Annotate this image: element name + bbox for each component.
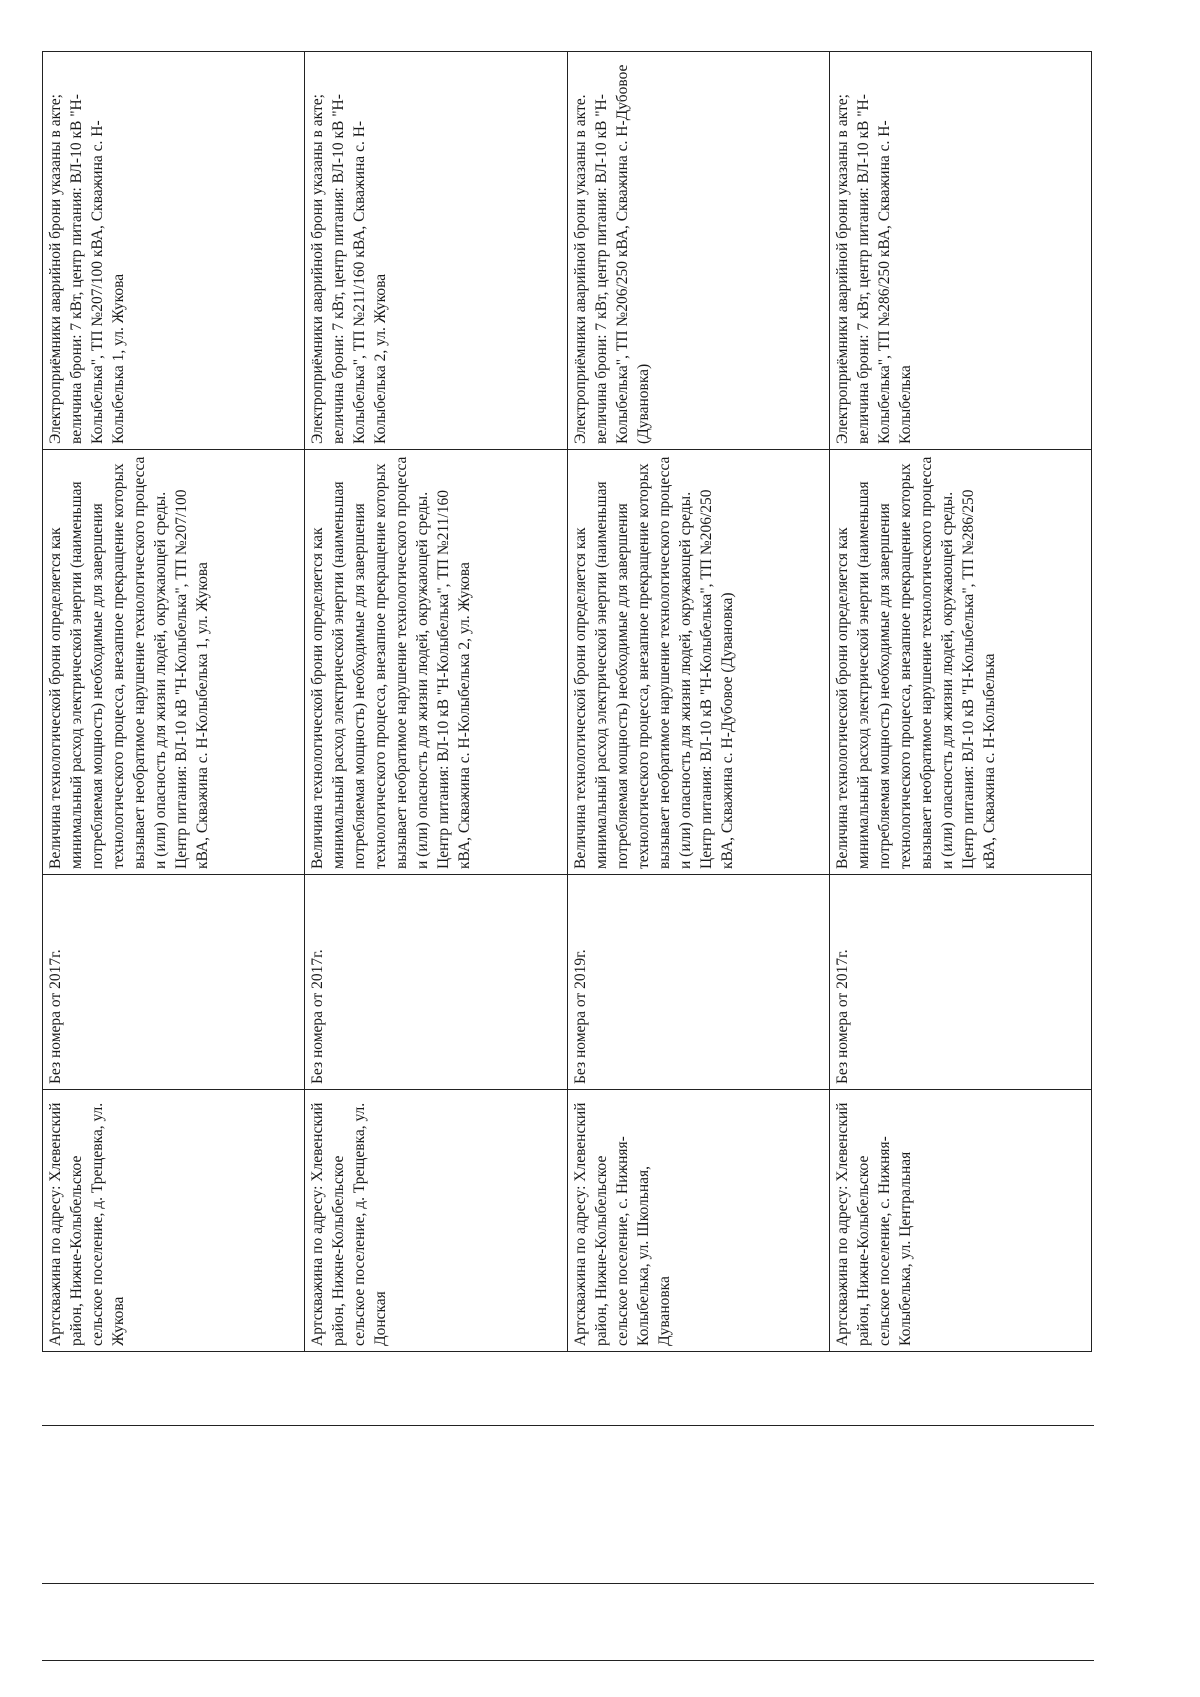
object-cell: Артскважина по адресу: Хлевенский район, Нижне-Колыбельское сельское поселение, д. Трещевка, ул. Жукова [43, 1090, 305, 1352]
rotated-table-wrapper [42, 52, 1092, 1352]
document-cell: Без номера от 2017г. [43, 875, 305, 1090]
reserve-table [42, 51, 1092, 1352]
document-cell: Без номера от 2017г. [829, 875, 1091, 1090]
table-row [829, 52, 1091, 1352]
tech-reserve-cell: Величина технологической брони определяется как минимальный расход электрической энергии (наименьшая потребляемая мощность) необходимые для завершения технологического процесса, внезапное прекращение которых вызывает необратимое нарушение технологического процесса и (или) опасность для жизни людей, окружающей среды. Центр питания: ВЛ-10 кВ "Н-Колыбелька", ТП №206/250 кВА, Скважина с. Н-Дубовое (Дувановка) [567, 450, 829, 875]
emergency-reserve-cell: Электроприёмники аварийной брони указаны в акте; величина брони: 7 кВт, центр питания: ВЛ-10 кВ "Н-Колыбелька", ТП №211/160 кВА, Скважина с. Н-Колыбелька 2, ул. Жукова [305, 52, 567, 450]
document-cell: Без номера от 2019г. [567, 875, 829, 1090]
table-row [567, 52, 829, 1352]
tech-reserve-cell: Величина технологической брони определяется как минимальный расход электрической энергии (наименьшая потребляемая мощность) необходимые для завершения технологического процесса, внезапное прекращение которых вызывает необратимое нарушение технологического процесса и (или) опасность для жизни людей, окружающей среды. Центр питания: ВЛ-10 кВ "Н-Колыбелька", ТП №207/100 кВА, Скважина с. Н-Колыбелька 1, ул. Жукова [43, 450, 305, 875]
object-cell: Артскважина по адресу: Хлевенский район, Нижне-Колыбельское сельское поселение, с. Нижняя-Колыбелька, ул. Школьная, Дувановка [567, 1090, 829, 1352]
emergency-reserve-cell: Электроприёмники аварийной брони указаны в акте; величина брони: 7 кВт, центр питания: ВЛ-10 кВ "Н-Колыбелька", ТП №207/100 кВА, Скважина с. Н-Колыбелька 1, ул. Жукова [43, 52, 305, 450]
object-cell: Артскважина по адресу: Хлевенский район, Нижне-Колыбельское сельское поселение, с. Нижняя-Колыбелька, ул. Центральная [829, 1090, 1091, 1352]
divider-line [42, 1425, 1094, 1426]
divider-line [42, 1660, 1094, 1661]
tech-reserve-cell: Величина технологической брони определяется как минимальный расход электрической энергии (наименьшая потребляемая мощность) необходимые для завершения технологического процесса, внезапное прекращение которых вызывает необратимое нарушение технологического процесса и (или) опасность для жизни людей, окружающей среды. Центр питания: ВЛ-10 кВ "Н-Колыбелька", ТП №286/250 кВА, Скважина с. Н-Колыбелька [829, 450, 1091, 875]
document-cell: Без номера от 2017г. [305, 875, 567, 1090]
emergency-reserve-cell: Электроприёмники аварийной брони указаны в акте; величина брони: 7 кВт, центр питания: ВЛ-10 кВ "Н-Колыбелька", ТП №286/250 кВА, Скважина с. Н-Колыбелька [829, 52, 1091, 450]
table-row [43, 52, 305, 1352]
emergency-reserve-cell: Электроприёмники аварийной брони указаны в акте. величина брони: 7 кВт, центр питания: ВЛ-10 кВ "Н-Колыбелька", ТП №206/250 кВА, Скважина с. Н-Дубовое (Дувановка) [567, 52, 829, 450]
divider-line [42, 1583, 1094, 1584]
object-cell: Артскважина по адресу: Хлевенский район, Нижне-Колыбельское сельское поселение, д. Трещевка, ул. Донская [305, 1090, 567, 1352]
tech-reserve-cell: Величина технологической брони определяется как минимальный расход электрической энергии (наименьшая потребляемая мощность) необходимые для завершения технологического процесса, внезапное прекращение которых вызывает необратимое нарушение технологического процесса и (или) опасность для жизни людей, окружающей среды. Центр питания: ВЛ-10 кВ "Н-Колыбелька", ТП №211/160 кВА, Скважина с. Н-Колыбелька 2, ул. Жукова [305, 450, 567, 875]
table-row [305, 52, 567, 1352]
